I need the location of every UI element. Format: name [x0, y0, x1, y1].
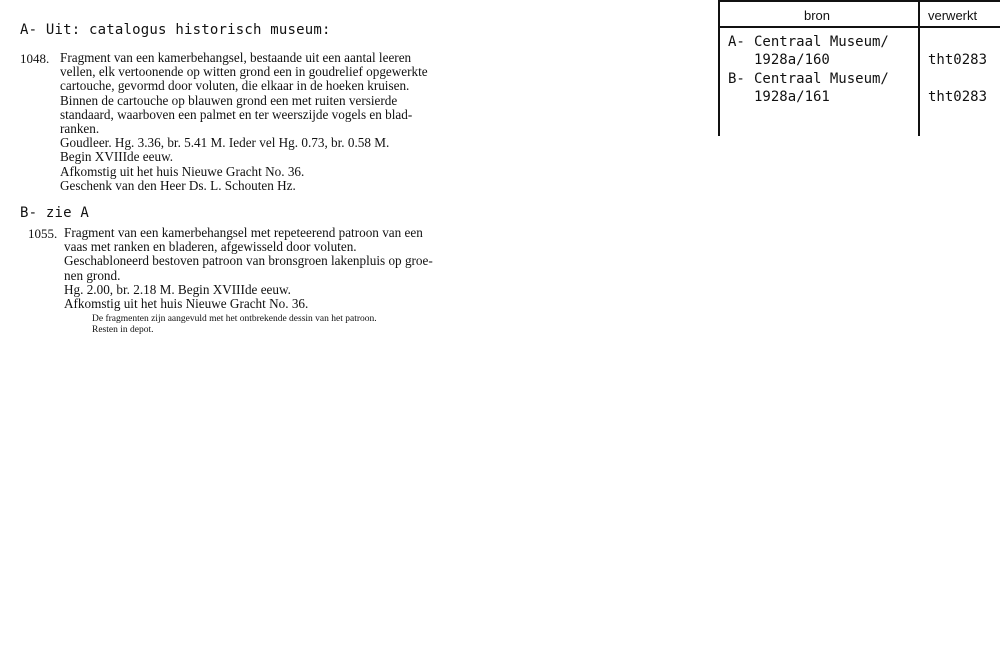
note-line: Resten in depot.: [92, 324, 154, 335]
source-reference: 1928a/161: [754, 89, 830, 105]
entry-line: ranken.: [60, 121, 100, 137]
section-a-heading: A- Uit: catalogus historisch museum:: [20, 22, 331, 38]
entry-line: Fragment van een kamerbehangsel, bestaande uit een aantal leeren: [60, 50, 412, 65]
entry-line: Afkomstig uit het huis Nieuwe Gracht No. 36.: [60, 163, 305, 179]
entry-note: [92, 314, 470, 335]
table-left-rule: [718, 0, 720, 136]
source-name: Centraal Museum/: [754, 34, 889, 50]
entry-line: Goudleer. Hg. 3.36, br. 5.41 M. Ieder vel Hg. 0.73, br. 0.58 M.: [60, 135, 390, 151]
entry-line: cartouche, gevormd door voluten, die elkaar in de hoeken kruisen.: [60, 78, 410, 94]
entry-line: Fragment van een kamerbehangsel met repeteerend patroon van een: [64, 225, 423, 240]
entry-line: Binnen de cartouche op blauwen grond een met ruiten versierde: [60, 92, 398, 108]
source-label: A-: [728, 34, 745, 50]
source-label: B-: [728, 71, 745, 87]
table-top-rule: [718, 0, 1000, 2]
entry-line: standaard, waarboven een palmet en ter weerszijde vogels en blad-: [60, 106, 413, 122]
column-header-bron: bron: [804, 8, 831, 23]
section-b-heading: B- zie A: [20, 205, 90, 221]
entry-line: Begin XVIIIde eeuw.: [60, 149, 174, 165]
catalogue-entry-1048: [20, 51, 465, 193]
entry-line: Geschabloneerd bestoven patroon van bronsgroen lakenpluis op groe-: [64, 253, 433, 269]
source-table: [718, 0, 1000, 136]
catalogue-entry-1055: [20, 226, 470, 335]
table-header-rule: [718, 26, 1000, 28]
entry-line: Geschenk van den Heer Ds. L. Schouten Hz.: [60, 177, 296, 193]
entry-line: Afkomstig uit het huis Nieuwe Gracht No. 36.: [64, 296, 309, 312]
processed-code: tht0283: [928, 89, 988, 105]
source-name: Centraal Museum/: [754, 71, 889, 87]
entry-text: [60, 51, 465, 193]
processed-code: tht0283: [928, 52, 988, 68]
entry-number: 1055.: [28, 226, 58, 241]
entry-line: vaas met ranken en bladeren, afgewisseld door voluten.: [64, 239, 357, 255]
entry-line: vellen, elk vertoonende op witten grond een in goudrelief opgewerkte: [60, 64, 428, 80]
entry-number: 1048.: [20, 51, 50, 66]
column-header-verwerkt: verwerkt: [928, 8, 978, 23]
entry-text: [64, 226, 470, 311]
source-reference: 1928a/160: [754, 52, 830, 68]
table-column-divider: [918, 0, 920, 136]
entry-line: nen grond.: [64, 267, 121, 283]
entry-line: Hg. 2.00, br. 2.18 M. Begin XVIIIde eeuw.: [64, 281, 291, 297]
note-line: De fragmenten zijn aangevuld met het ontbrekende dessin van het patroon.: [92, 314, 377, 325]
